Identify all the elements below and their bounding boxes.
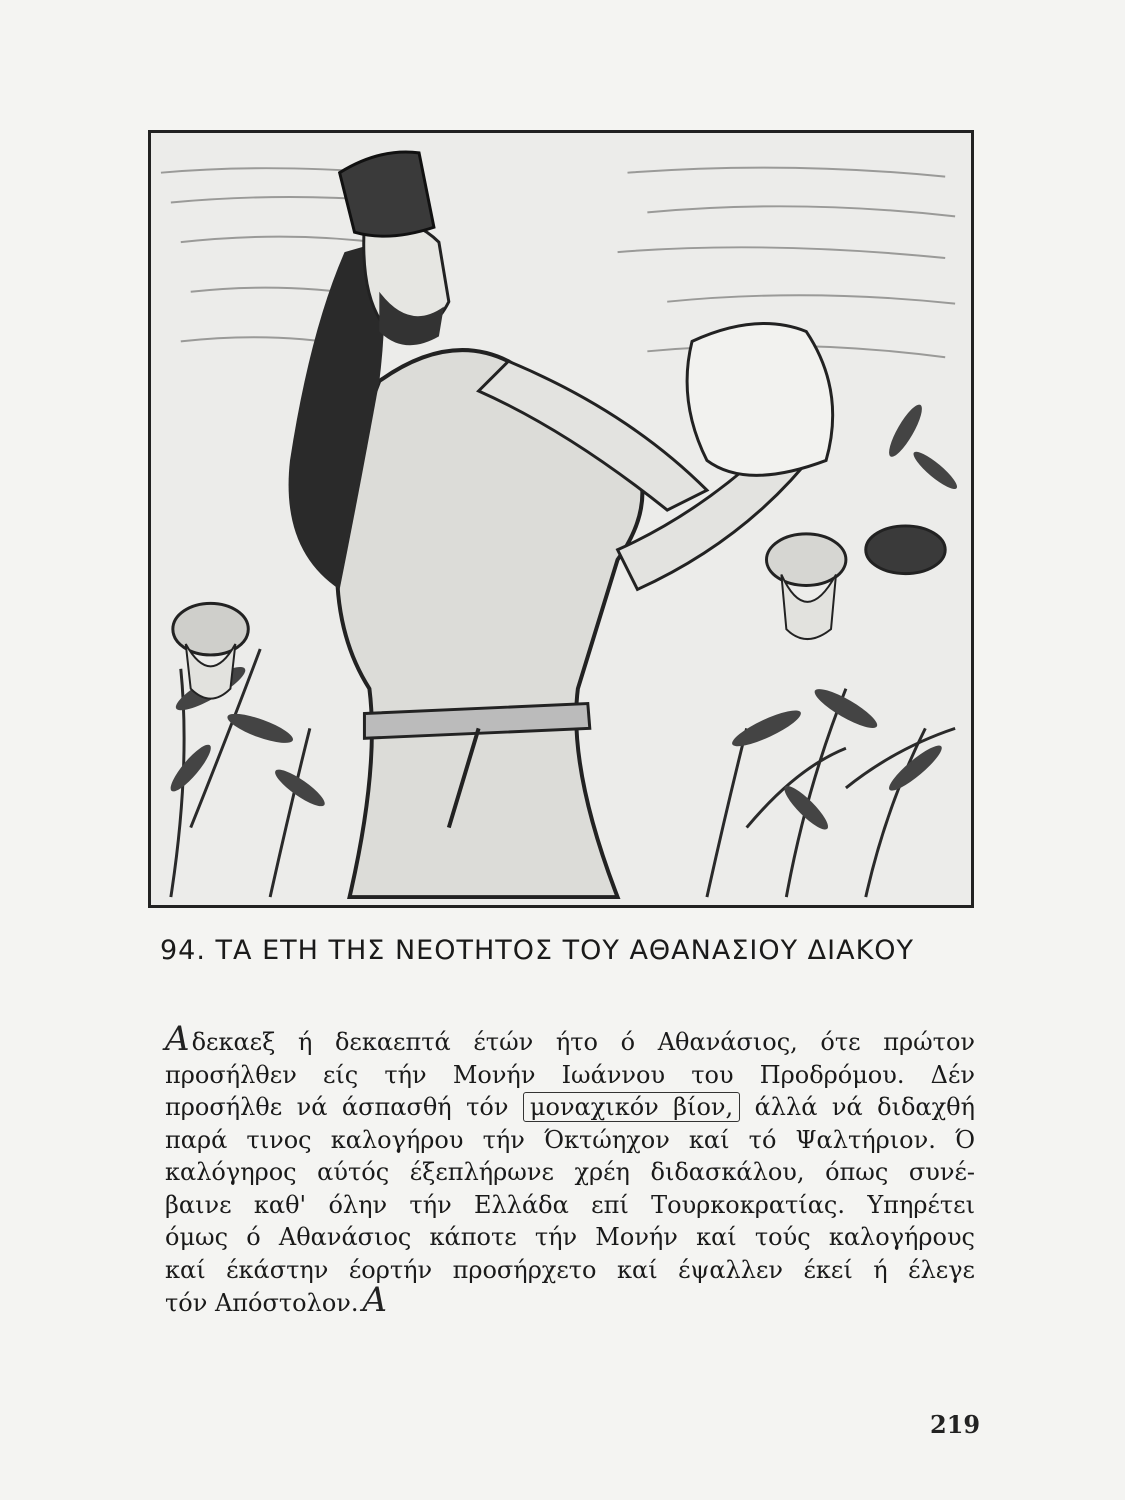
- text-line: παρά τινος καλογήρου τήν Όκτώηχον καί τό Ψαλτήριον. Ό: [165, 1125, 975, 1154]
- text-line: καί έκάστην έορτήν προσήρχετο καί έψαλλεν έκεί ή έλεγε: [165, 1255, 975, 1284]
- text-line: Αδεκαεξ ή δεκαεπτά έτών ήτο ό Αθανάσιος, ότε πρώτον: [165, 1019, 975, 1059]
- body-text: [165, 1019, 976, 1320]
- page-number: 219: [930, 1410, 981, 1439]
- text-line: προσήλθεν είς τήν Μονήν Ιωάννου του Προδρόμου. Δέν: [165, 1060, 975, 1089]
- illustration-frame: [148, 130, 974, 908]
- boxed-phrase: μοναχικόν βίον,: [523, 1092, 740, 1122]
- chapter-title: 94. ΤΑ ΕΤΗ ΤΗΣ ΝΕΟΤΗΤΟΣ ΤΟΥ ΑΘΑΝΑΣΙΟΥ ΔΙΑΚΟΥ: [160, 935, 915, 966]
- handwritten-mark: Α: [362, 1280, 388, 1320]
- text-line: προσήλθε νά άσπασθή τόν μοναχικόν βίον, άλλά νά διδαχθή: [165, 1093, 976, 1121]
- drop-initial: Α: [165, 1019, 190, 1059]
- text-line: βαινε καθ' όλην τήν Ελλάδα επί Τουρκοκρατίας. Υπηρέτει: [165, 1190, 975, 1219]
- monk-in-olive-grove-illustration-icon: [151, 133, 971, 905]
- text-line: τόν Απόστολον. Α: [165, 1280, 388, 1320]
- text-line: όμως ό Αθανάσιος κάποτε τήν Μονήν καί τούς καλογήρους: [165, 1223, 975, 1251]
- text-line: καλόγηρος αύτός έξεπλήρωνε χρέη διδασκάλου, όπως συνέ-: [165, 1158, 975, 1186]
